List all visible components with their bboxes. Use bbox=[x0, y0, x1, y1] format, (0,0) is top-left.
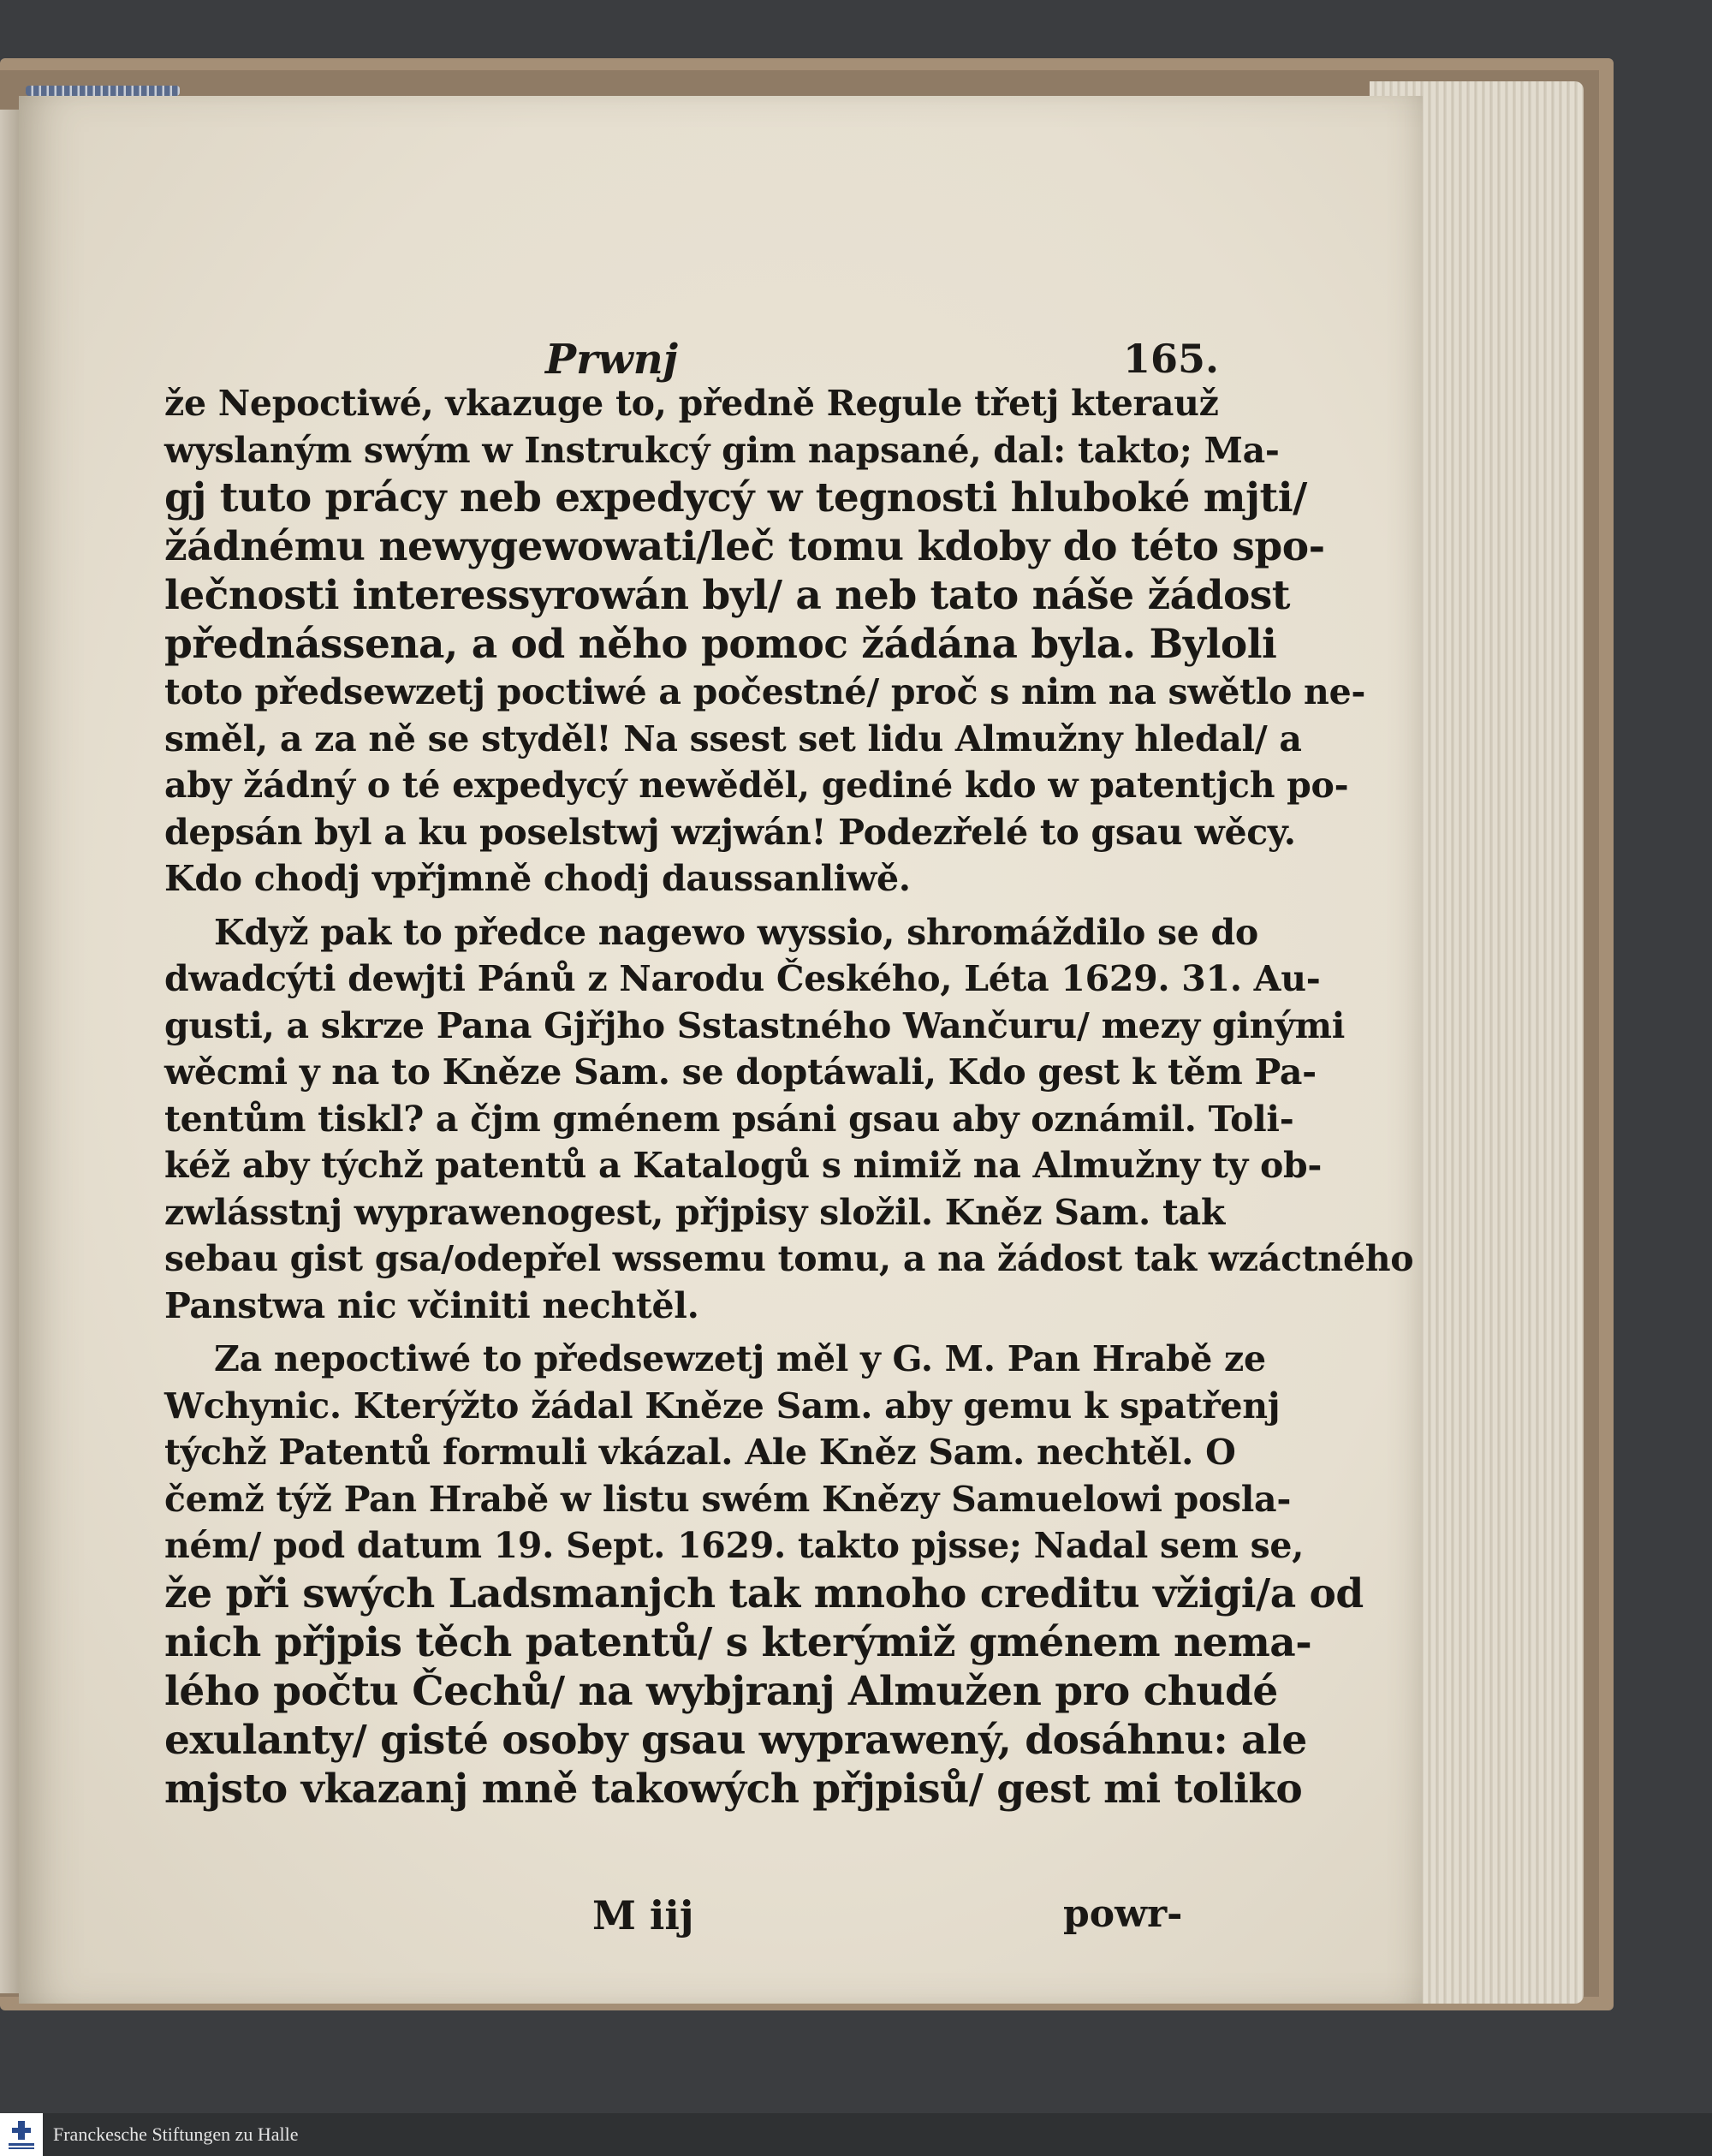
text-line: že při swých Ladsmanjch tak mnoho creditu vžigi/a od bbox=[164, 1569, 1364, 1617]
text-line: aby žádný o té expedycý newěděl, gediné kdo w patentjch po- bbox=[164, 765, 1349, 806]
text-line: depsán byl a ku poselstwj wzjwán! Podezřelé to gsau wěcy. bbox=[164, 811, 1296, 853]
text-line: Když pak to předce nagewo wyssio, shromáždilo se do bbox=[214, 911, 1258, 953]
text-line: Panstwa nic včiniti nechtěl. bbox=[164, 1284, 699, 1326]
text-line: lečnosti interessyrowán byl/ a neb tato náše žádost bbox=[164, 572, 1291, 619]
text-line: nich přjpis těch patentů/ s kterýmiž gménem nema- bbox=[164, 1618, 1312, 1666]
text-line: Kdo chodj vpřjmně chodj daussanliwě. bbox=[164, 858, 911, 899]
page-number: 165. bbox=[1123, 336, 1220, 382]
text-line: žádnému newygewowati/leč tomu kdoby do této spo- bbox=[164, 523, 1325, 570]
binding-thread bbox=[26, 86, 180, 96]
institution-name[interactable]: Franckesche Stiftungen zu Halle bbox=[53, 2123, 299, 2145]
text-line: exulanty/ gisté osoby gsau wyprawený, dosáhnu: ale bbox=[164, 1716, 1307, 1764]
text-line: mjsto vkazanj mně takowých přjpisů/ gest mi toliko bbox=[164, 1765, 1303, 1813]
text-line: tentům tiskl? a čjm gménem psáni gsau aby oznámil. Toli- bbox=[164, 1098, 1294, 1140]
institution-logo-icon[interactable] bbox=[0, 2113, 43, 2156]
text-line: směl, a za ně se styděl! Na ssest set lidu Almužny hledal/ a bbox=[164, 718, 1302, 759]
text-line: ném/ pod datum 19. Sept. 1629. takto pjsse; Nadal sem se, bbox=[164, 1525, 1305, 1566]
text-line: přednássena, a od něho pomoc žádána byla. Byloli bbox=[164, 621, 1277, 668]
text-line: sebau gist gsa/odepřel wssemu tomu, a na žádost tak wzáctného bbox=[164, 1238, 1414, 1279]
text-line: toto předsewzetj poctiwé a počestné/ proč s nim na swětlo ne- bbox=[164, 671, 1366, 712]
viewer-footer-bar bbox=[0, 2113, 1712, 2156]
left-page-edge bbox=[0, 110, 19, 1993]
text-line: kéž aby týchž patentů a Katalogů s nimiž na Almužny ty ob- bbox=[164, 1145, 1323, 1186]
text-line: gj tuto prácy neb expedycý w tegnosti hluboké mjti/ bbox=[164, 474, 1307, 521]
signature-mark: M iij bbox=[592, 1892, 694, 1939]
text-line: wěcmi y na to Kněze Sam. se doptáwali, Kdo gest k těm Pa- bbox=[164, 1051, 1317, 1093]
text-line: gusti, a skrze Pana Gjřjho Sstastného Wančuru/ mezy ginými bbox=[164, 1004, 1345, 1046]
text-line: že Nepoctiwé, vkazuge to, předně Regule třetj kterauž bbox=[164, 383, 1219, 424]
text-line: týchž Patentů formuli vkázal. Ale Kněz Sam. nechtěl. O bbox=[164, 1432, 1236, 1473]
text-line: dwadcýti dewjti Pánů z Narodu Českého, Léta 1629. 31. Au- bbox=[164, 958, 1321, 999]
text-line: zwlásstnj wyprawenogest, přjpisy složil. Kněz Sam. tak bbox=[164, 1191, 1225, 1233]
book-page bbox=[19, 96, 1423, 2004]
body-text bbox=[164, 380, 1414, 1814]
catchword: powr- bbox=[1063, 1892, 1183, 1936]
orphanage-emblem-icon bbox=[7, 2117, 36, 2152]
text-line: Za nepoctiwé to předsewzetj měl y G. M. Pan Hrabě ze bbox=[214, 1338, 1266, 1379]
text-line: wyslaným swým w Instrukcý gim napsané, dal: takto; Ma- bbox=[164, 429, 1280, 471]
text-line: lého počtu Čechů/ na wybjranj Almužen pro chudé bbox=[164, 1667, 1278, 1715]
page-footer bbox=[19, 1892, 1423, 1944]
text-line: čemž týž Pan Hrabě w listu swém Knězy Samuelowi posla- bbox=[164, 1478, 1292, 1520]
running-title: Prwnj bbox=[545, 336, 678, 384]
text-line: Wchynic. Kterýžto žádal Kněze Sam. aby gemu k spatřenj bbox=[164, 1385, 1281, 1426]
